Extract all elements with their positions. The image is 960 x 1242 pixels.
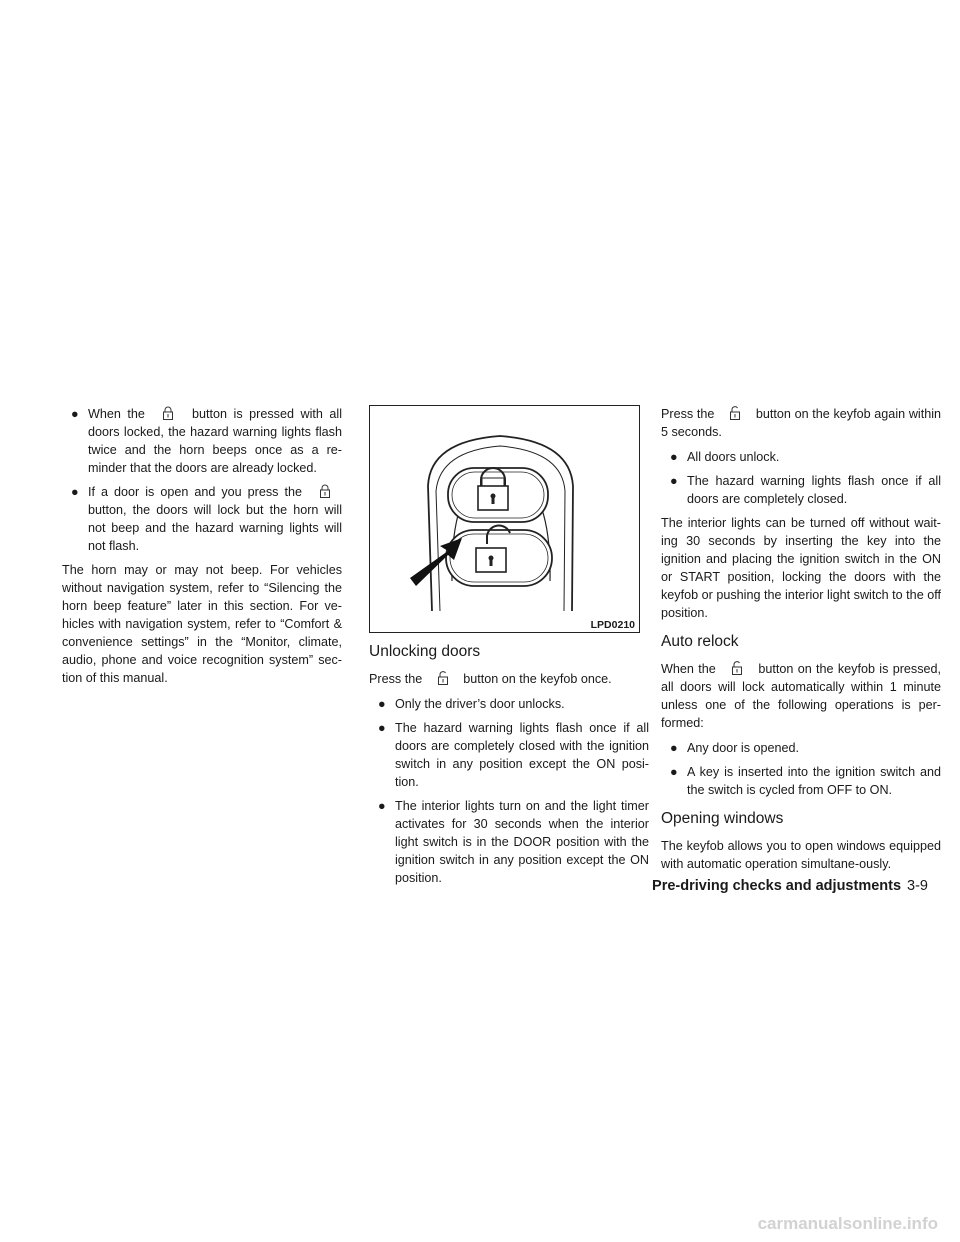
unlock-icon	[720, 661, 754, 675]
bullet-text-before: If a door is open and you press the	[88, 485, 302, 499]
figure-label: LPD0210	[590, 619, 635, 631]
press-before: Press the	[661, 407, 715, 421]
horn-paragraph: The horn may or may not beep. For vehicles without navigation system, refer to “Silencing the horn beep feature” later in this section. For ve-hicles with navigation system, refer to “Comfort & convenience settings” in the “Monitor, climate, audio, phone and voice recognition system” sec-tion of this manual.	[62, 563, 342, 685]
bullet-icon: ●	[670, 450, 678, 464]
bullet-icon: ●	[378, 799, 386, 813]
bullet-icon: ●	[71, 407, 79, 421]
bullet-text-before: When the	[88, 407, 145, 421]
list-item	[62, 483, 342, 555]
unlocking-heading: Unlocking doors	[369, 643, 481, 660]
unlocking-intro-before: Press the	[369, 672, 423, 686]
unlock-icon	[718, 406, 752, 420]
list-item	[661, 763, 941, 799]
bullet-text-after: button is pressed with all doors locked, the hazard warning lights flash twice and the horn beeps once as a re-minder that the doors are already locked.	[88, 407, 343, 475]
right-column	[661, 405, 941, 880]
list-item	[369, 797, 649, 887]
bullet-text: A key is inserted into the ignition switch and the switch is cycled from OFF to ON.	[687, 765, 941, 797]
bullet-text-after: button, the doors will lock but the horn will not beep and the hazard warning lights will not flash.	[88, 503, 342, 553]
left-column	[62, 405, 342, 694]
lock-icon	[308, 484, 342, 498]
unlock-icon	[426, 671, 460, 685]
list-item	[661, 448, 941, 466]
list-item	[369, 695, 649, 713]
unlocking-section	[369, 632, 649, 893]
bullet-text: All doors unlock.	[687, 450, 780, 464]
bullet-icon: ●	[670, 765, 678, 779]
autorelock-heading: Auto relock	[661, 633, 739, 650]
lock-icon	[151, 406, 185, 420]
list-item	[661, 739, 941, 757]
bullet-text: Only the driver’s door unlocks.	[395, 697, 565, 711]
bullet-text: The hazard warning lights flash once if all doors are completely closed.	[687, 474, 941, 506]
watermark[interactable]: carmanualsonline.info	[757, 1214, 938, 1233]
windows-paragraph: The keyfob allows you to open windows equipped with automatic operation simultane-ously.	[661, 839, 941, 871]
bullet-icon: ●	[670, 474, 678, 488]
bullet-icon: ●	[378, 721, 386, 735]
autorelock-after: button on the keyfob is pressed, all doors will lock automatically within 1 minute unless one of the following operations is per-formed:	[661, 662, 942, 730]
bullet-text: Any door is opened.	[687, 741, 800, 755]
press-after: button on the keyfob again within 5 seconds.	[661, 407, 942, 439]
bullet-text: The hazard warning lights flash once if all doors are completely closed with the ignition switch in any position except the ON posi-tion.	[395, 721, 649, 789]
keyfob-figure	[369, 405, 640, 633]
bullet-icon: ●	[71, 485, 79, 499]
bullet-icon: ●	[670, 741, 678, 755]
interior-lights-paragraph: The interior lights can be turned off without wait-ing 30 seconds by inserting the key into the ignition and placing the ignition switch in the ON or START position, locking the doors with the keyfob or pushing the interior light switch to the off position.	[661, 516, 941, 620]
list-item	[369, 719, 649, 791]
autorelock-before: When the	[661, 662, 716, 676]
page-footer	[652, 878, 928, 894]
list-item	[62, 405, 342, 477]
list-item	[661, 472, 941, 508]
page-number: 3-9	[907, 878, 928, 894]
unlocking-intro-after: button on the keyfob once.	[463, 672, 612, 686]
section-title: Pre-driving checks and adjustments	[652, 878, 902, 894]
windows-heading: Opening windows	[661, 810, 784, 827]
bullet-text: The interior lights turn on and the light timer activates for 30 seconds when the interior light switch is in the DOOR position with the ignition switch in any position except the ON position.	[395, 799, 649, 885]
bullet-icon: ●	[378, 697, 386, 711]
keyfob-illustration	[370, 406, 639, 632]
